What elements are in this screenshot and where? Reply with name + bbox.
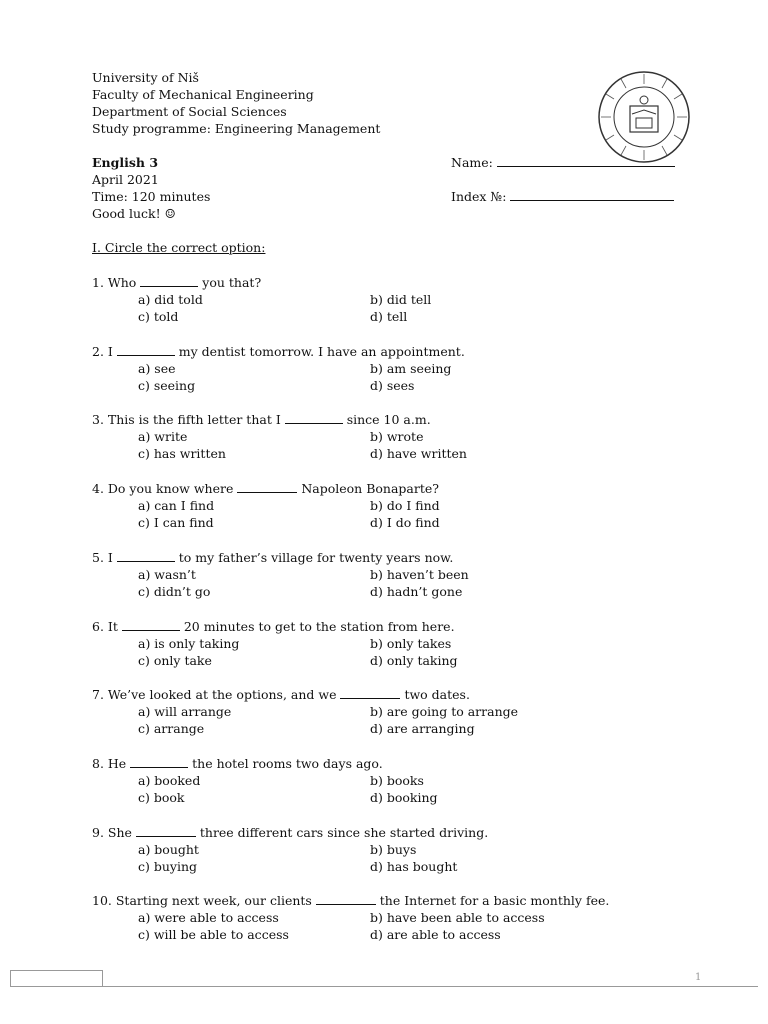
option-c[interactable]: c) buying	[138, 859, 198, 874]
option-d[interactable]: d) only taking	[370, 653, 458, 668]
university-seal-icon	[597, 70, 691, 164]
question-text-before: 6. It	[92, 619, 122, 634]
page-number: 1	[695, 972, 702, 983]
option-d[interactable]: d) are able to access	[370, 927, 501, 942]
answer-blank	[122, 619, 180, 631]
option-c[interactable]: c) arrange	[138, 721, 205, 736]
answer-blank	[340, 687, 400, 699]
question-text-after: my dentist tomorrow. I have an appointment.	[174, 344, 465, 359]
question-text-before: 5. I	[92, 550, 117, 565]
question-text-after: since 10 a.m.	[342, 412, 431, 427]
option-c[interactable]: c) I can find	[138, 515, 214, 530]
study-programme: Study programme: Engineering Management	[92, 121, 381, 136]
question-stem	[92, 549, 453, 566]
question-text-after: the Internet for a basic monthly fee.	[375, 893, 610, 908]
option-c[interactable]: c) will be able to access	[138, 927, 289, 942]
option-c[interactable]: c) didn’t go	[138, 584, 211, 599]
question-text-before: 7. We’ve looked at the options, and we	[92, 687, 341, 702]
exam-date: April 2021	[92, 172, 159, 187]
answer-blank	[140, 275, 198, 287]
section-title: I. Circle the correct option:	[92, 240, 266, 255]
question-text-after: you that?	[198, 275, 262, 290]
option-c[interactable]: c) told	[138, 309, 179, 324]
answer-blank	[316, 893, 376, 905]
option-b[interactable]: b) haven’t been	[370, 567, 469, 582]
question-stem	[92, 824, 488, 841]
question-stem	[92, 755, 383, 772]
question-text-before: 1. Who	[92, 275, 141, 290]
option-b[interactable]: b) only takes	[370, 636, 452, 651]
question-stem	[92, 892, 609, 909]
course-title: English 3	[92, 155, 159, 170]
option-c[interactable]: c) only take	[138, 653, 212, 668]
option-b[interactable]: b) books	[370, 773, 424, 788]
exam-duration: Time: 120 minutes	[92, 189, 211, 204]
question-text-after: two dates.	[400, 687, 470, 702]
name-label: Name:	[451, 155, 493, 170]
question-text-before: 8. He	[92, 756, 131, 771]
option-a[interactable]: a) wasn’t	[138, 567, 196, 582]
option-a[interactable]: a) can I find	[138, 498, 215, 513]
option-a[interactable]: a) booked	[138, 773, 201, 788]
question-text-before: 4. Do you know where	[92, 481, 238, 496]
option-d[interactable]: d) are arranging	[370, 721, 475, 736]
footer-rule	[10, 986, 758, 987]
index-blank[interactable]	[510, 189, 674, 201]
index-field[interactable]	[451, 188, 674, 205]
question-stem	[92, 274, 261, 291]
question-stem	[92, 411, 431, 428]
option-a[interactable]: a) will arrange	[138, 704, 232, 719]
option-b[interactable]: b) did tell	[370, 292, 432, 307]
question-text-before: 10. Starting next week, our clients	[92, 893, 316, 908]
question-text-after: 20 minutes to get to the station from here.	[179, 619, 455, 634]
good-luck-text: Good luck! ☺	[92, 206, 176, 221]
option-c[interactable]: c) seeing	[138, 378, 196, 393]
option-c[interactable]: c) has written	[138, 446, 226, 461]
option-a[interactable]: a) did told	[138, 292, 203, 307]
question-stem	[92, 480, 439, 497]
option-b[interactable]: b) have been able to access	[370, 910, 545, 925]
answer-blank	[130, 756, 188, 768]
option-d[interactable]: d) have written	[370, 446, 467, 461]
option-b[interactable]: b) buys	[370, 842, 417, 857]
question-text-after: the hotel rooms two days ago.	[188, 756, 383, 771]
question-stem	[92, 618, 455, 635]
index-label: Index №:	[451, 189, 507, 204]
option-b[interactable]: b) do I find	[370, 498, 440, 513]
option-d[interactable]: d) hadn’t gone	[370, 584, 463, 599]
question-text-before: 3. This is the fifth letter that I	[92, 412, 285, 427]
faculty-name: Faculty of Mechanical Engineering	[92, 87, 314, 102]
question-text-after: Napoleon Bonaparte?	[297, 481, 439, 496]
name-field[interactable]	[451, 154, 675, 171]
option-d[interactable]: d) I do find	[370, 515, 440, 530]
question-text-after: three different cars since she started driving.	[195, 825, 489, 840]
option-c[interactable]: c) book	[138, 790, 185, 805]
option-a[interactable]: a) write	[138, 429, 188, 444]
option-d[interactable]: d) sees	[370, 378, 415, 393]
question-text-after: to my father’s village for twenty years now.	[174, 550, 454, 565]
answer-blank	[117, 550, 175, 562]
option-b[interactable]: b) are going to arrange	[370, 704, 519, 719]
option-d[interactable]: d) tell	[370, 309, 408, 324]
question-stem	[92, 343, 465, 360]
footer-tab	[10, 970, 103, 987]
name-blank[interactable]	[497, 155, 675, 167]
department-name: Department of Social Sciences	[92, 104, 287, 119]
option-d[interactable]: d) has bought	[370, 859, 458, 874]
option-a[interactable]: a) bought	[138, 842, 199, 857]
answer-blank	[117, 344, 175, 356]
answer-blank	[285, 412, 343, 424]
option-a[interactable]: a) were able to access	[138, 910, 279, 925]
answer-blank	[237, 481, 297, 493]
option-a[interactable]: a) see	[138, 361, 176, 376]
university-name: University of Niš	[92, 70, 199, 85]
option-d[interactable]: d) booking	[370, 790, 438, 805]
question-text-before: 9. She	[92, 825, 136, 840]
option-b[interactable]: b) am seeing	[370, 361, 452, 376]
answer-blank	[136, 825, 196, 837]
question-stem	[92, 686, 470, 703]
option-a[interactable]: a) is only taking	[138, 636, 240, 651]
question-text-before: 2. I	[92, 344, 117, 359]
option-b[interactable]: b) wrote	[370, 429, 424, 444]
